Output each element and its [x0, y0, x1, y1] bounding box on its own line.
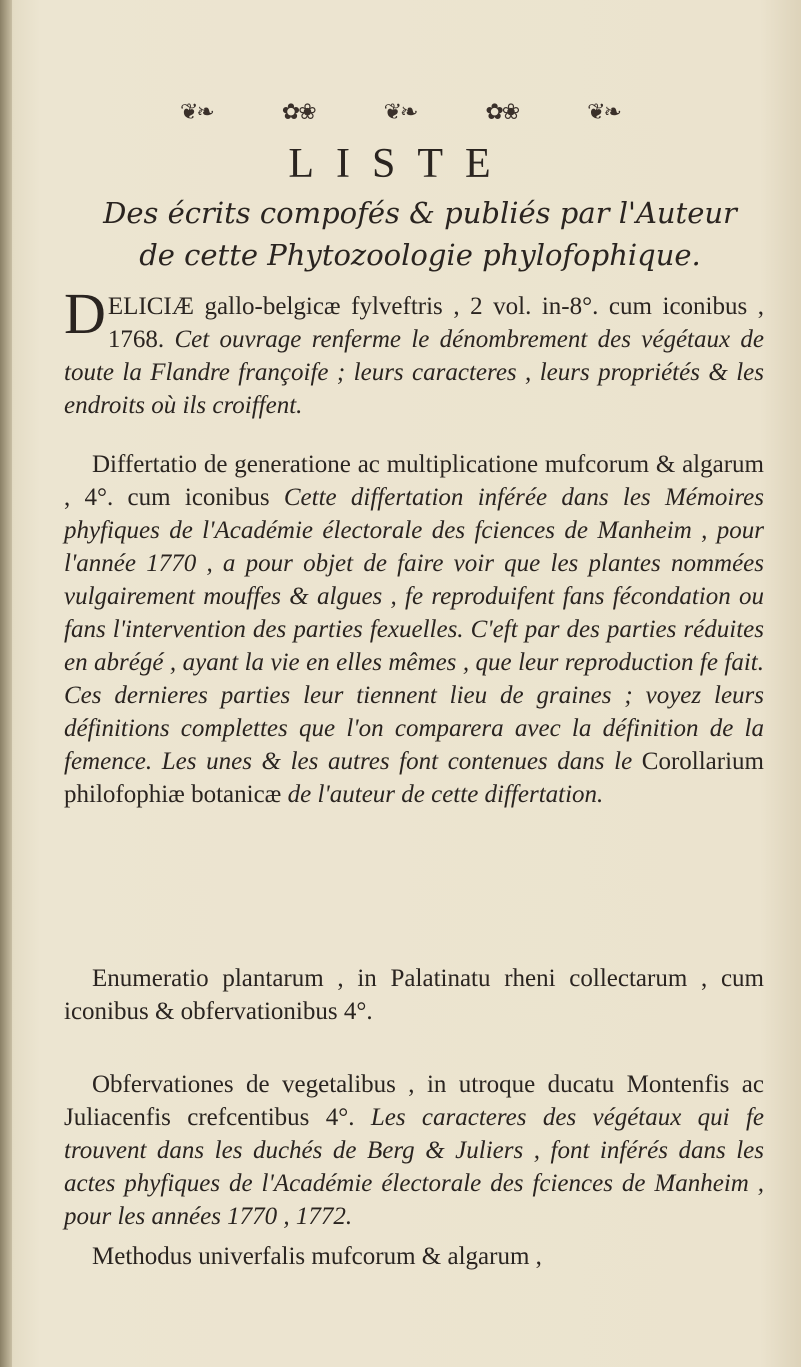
entry-text: gallo-belgicæ fylveftris , 2 vol. in-8°. cum iconibus , 1768.	[107, 293, 764, 353]
ornament-glyph: ✿❀	[281, 99, 315, 125]
entry-deliciae	[64, 281, 764, 422]
ornament-glyph: ❦❧	[383, 99, 417, 125]
entry-note-2: de l'auteur de cette differtation.	[287, 781, 604, 808]
header-ornament	[180, 98, 620, 126]
entry-lead: ELICIÆ	[107, 293, 194, 320]
drop-cap: D	[64, 281, 106, 346]
ornament-glyph: ✿❀	[485, 99, 519, 125]
entry-differtatio	[64, 448, 764, 811]
subtitle-line-2: de cette Phytozoologie phylofophique.	[139, 238, 701, 272]
entry-note: Les caracteres des végétaux qui fe trouvent dans les duchés de Berg & Juliers , font inférés dans les actes phyfiques de l'Académie électorale des fciences de Manheim , pour les années 1770 , 1772.	[64, 1104, 765, 1230]
entry-text: Obfervationes de vegetalibus , in utroque ducatu Montenfis ac Juliacenfis crefcentibus 4°.	[64, 1071, 764, 1131]
ornament-glyph: ❦❧	[587, 99, 620, 125]
entry-text: Enumeratio plantarum , in Palatinatu rheni collectarum , cum iconibus & obfervationibus 4°.	[64, 965, 764, 1025]
entry-text: Methodus univerfalis mufcorum & algarum ,	[92, 1243, 542, 1270]
entry-text-2: Corollarium philofophiæ botanicæ	[64, 748, 764, 808]
subtitle-line-1: Des écrits compofés & publiés par l'Auteur	[103, 196, 737, 230]
entry-obfervationes	[64, 1068, 764, 1233]
ornament-glyph: ❦❧	[180, 99, 213, 125]
entry-enumeratio	[64, 962, 764, 1028]
entry-note: Cet ouvrage renferme le dénombrement des végétaux de toute la Flandre françoife ; leurs caracteres , leurs propriétés & les endroits où ils croiffent.	[64, 326, 764, 419]
page-title: LISTE	[288, 141, 513, 187]
entry-methodus	[64, 1240, 764, 1273]
entry-text: Differtatio de generatione ac multiplicatione mufcorum & algarum , 4°. cum iconibus	[64, 451, 764, 511]
entry-note: Cette differtation inférée dans les Mémoires phyfiques de l'Académie électorale des fciences de Manheim , pour l'année 1770 , a pour objet de faire voir que les plantes nommées vulgairement mouffes & algues , fe reproduifent fans fécondation ou fans l'intervention des parties fexuelles. C'eft par des parties réduites en abrégé , ayant la vie en elles mêmes , que leur reproduction fe fait. Ces dernieres parties leur tiennent lieu de graines ; voyez leurs définitions complettes que l'on comparera avec la définition de la femence. Les unes & les autres font contenues dans le	[64, 484, 764, 775]
book-spine-shadow	[0, 0, 12, 1367]
